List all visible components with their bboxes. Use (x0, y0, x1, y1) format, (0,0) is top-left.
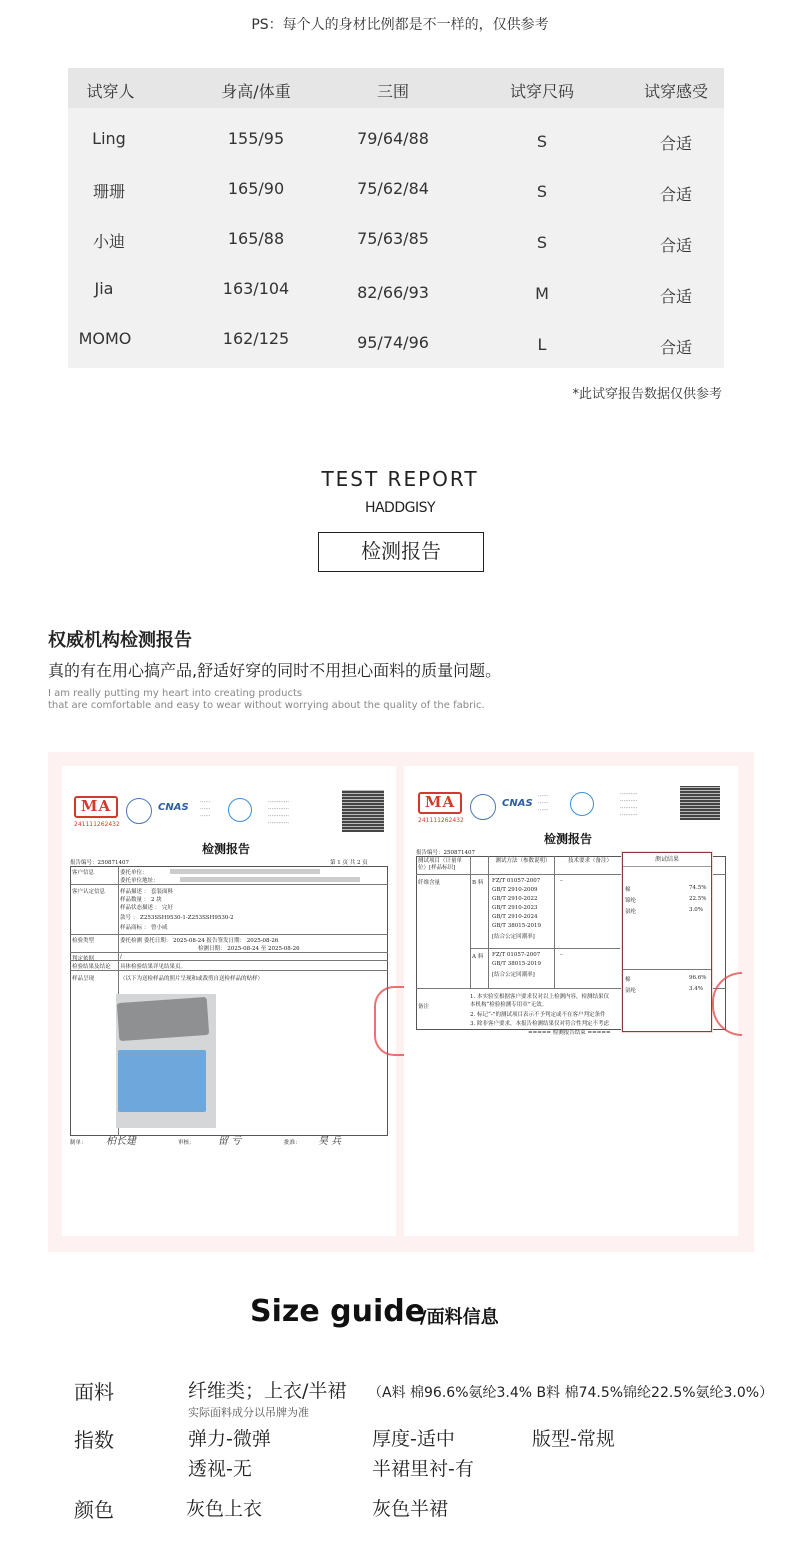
ma-logo: MA (418, 792, 462, 814)
method-b: FZ/T 01057-2007 (492, 878, 541, 884)
table-divider (70, 934, 388, 935)
table-divider (70, 884, 388, 885)
fabric-detail: （A料 棉96.6%氨纶3.4% B料 棉74.5%锦纶22.5%氨纶3.0%） (368, 1385, 774, 1401)
table-cell: 合适 (659, 185, 692, 204)
color-skirt-value: 灰色半裙 (372, 1498, 449, 1520)
authority-title: 权威机构检测报告 (48, 630, 192, 651)
color-top-value: 灰色上衣 (186, 1498, 263, 1520)
result-fiber: 锦纶 (625, 898, 637, 904)
col-method-header: 测试方法（参数说明） (495, 858, 551, 864)
see-through-value: 透视-无 (188, 1458, 252, 1480)
method-b: GB/T 2910-2024 (492, 914, 538, 920)
report-page: 第 1 页 共 2 页 (330, 860, 368, 866)
report-title: 检测报告 (544, 832, 593, 846)
table-cell: 82/66/93 (357, 283, 429, 302)
signature-approve: 昊 兵 (318, 1136, 342, 1147)
contact-info: ·········· ·········· ·········· ·········· (620, 792, 638, 819)
footer-approve: 批准： (284, 1140, 301, 1146)
result-value: 3.4% (689, 986, 703, 992)
test-result-panel (622, 852, 712, 1032)
footer-review: 审核： (178, 1140, 195, 1146)
cnas-logo: CNAS (158, 802, 189, 813)
table-divider (488, 856, 489, 988)
header-tester: 试穿人 (86, 82, 135, 101)
report-images (48, 752, 754, 1252)
table-cell: 163/104 (222, 279, 290, 298)
result-fiber: 棉 (625, 977, 631, 983)
row-label: 判定依据 (72, 956, 95, 962)
sample-b-label: B 料 (472, 880, 484, 886)
size-guide-subtitle: /面料信息 (420, 1307, 499, 1328)
result-header: 测试结果 (623, 853, 711, 867)
result-fiber: 氨纶 (625, 909, 637, 915)
method-b: GB/T 2910-2022 (492, 896, 538, 902)
ma-number: 241111262432 (418, 817, 464, 824)
authority-english-line2: that are comfortable and easy to wear without worrying about the quality of the fabric. (48, 700, 485, 711)
ilac-logo-icon (126, 798, 152, 824)
blurred-text (170, 869, 320, 874)
col-req-header: 技术要求（备注） (567, 858, 612, 864)
thickness-value: 厚度-适中 (372, 1428, 455, 1450)
report-sheet-left (62, 766, 396, 1236)
table-cell: 165/88 (227, 229, 285, 248)
table-cell: 合适 (659, 338, 692, 357)
elasticity-value: 弹力-微弹 (188, 1428, 271, 1450)
remark-line: 1. 本实验室根据客户要求仅对以上检测内容，检测结果仅 (470, 994, 609, 1000)
lining-value: 半裙里衬-有 (372, 1458, 474, 1480)
blurred-text (180, 877, 360, 882)
signature-maker: 柏长建 (106, 1136, 136, 1147)
row-value: 样品状态描述 ： 完好 (120, 905, 173, 911)
report-number: 报告编号：250871407 (70, 860, 129, 866)
row-label: 客户认定信息 (72, 889, 106, 895)
method-b: [结合公定回潮率] (492, 934, 535, 940)
fabric-label: 面料 (74, 1380, 114, 1404)
report-number: 报告编号：250871407 (416, 850, 475, 856)
remark-line: 3. 除非客户要求，本报告检测结果仅对符合性判定不考虑 (470, 1021, 609, 1027)
table-cell: 75/63/85 (357, 229, 429, 248)
sample-a-label: A 料 (472, 954, 484, 960)
result-value: 74.5% (689, 885, 707, 891)
header-size: 试穿尺码 (509, 82, 574, 101)
row-value: 样品描述 ： 套装面料 (120, 889, 173, 895)
table-divider (70, 970, 388, 971)
req-dash: – (560, 952, 563, 958)
method-b: GB/T 2910-2023 (492, 905, 538, 911)
remark-line: 2. 标记“-”的测试项目表示不予判定或不在客户判定条件 (470, 1012, 606, 1018)
shield-check-icon (228, 798, 252, 822)
table-cell: 155/95 (227, 129, 285, 148)
table-divider (554, 856, 555, 988)
row-value: / (120, 954, 122, 960)
fabric-main: 纤维类；上衣/半裙 (188, 1380, 347, 1402)
table-cell: S (536, 132, 548, 151)
authority-english-line1: I am really putting my heart into creating products (48, 688, 303, 699)
result-fiber: 氨纶 (625, 988, 637, 994)
fit-table (68, 68, 724, 368)
remark-label: 备注 (418, 1004, 430, 1010)
table-divider (470, 948, 620, 949)
table-cell: Jia (94, 279, 114, 298)
fiber-content-label: 纤维含量 (418, 880, 441, 886)
report-sheet-right (404, 766, 738, 1236)
table-cell: M (535, 284, 549, 303)
authority-english (48, 688, 485, 712)
method-b: GB/T 38015-2019 (492, 923, 542, 929)
footer-maker: 制单： (70, 1140, 87, 1146)
row-label: 样品呈现 (72, 976, 95, 982)
row-value: 样品商标 ： 曾小咸 (120, 925, 168, 931)
row-label: 客户信息 (72, 870, 95, 876)
qr-code-icon (342, 790, 384, 832)
row-value: 样品数量 ： 2 块 (120, 897, 162, 903)
qr-code-icon (680, 786, 720, 820)
table-divider (70, 952, 388, 953)
test-report-title: TEST REPORT (321, 467, 479, 491)
table-cell: 79/64/88 (357, 129, 429, 148)
blue-fabric-sample (118, 1050, 206, 1112)
table-cell: Ling (92, 129, 126, 148)
result-fiber: 棉 (625, 887, 631, 893)
fit-table-footnote: *此试穿报告数据仅供参考 (572, 387, 722, 402)
row-value: 款号 ： Z253SSH9530-1-Z253SSH9530-2 (120, 915, 234, 921)
method-a: GB/T 38015-2019 (492, 961, 542, 967)
fit-type-value: 版型-常规 (532, 1428, 615, 1450)
method-a: [结合公定回潮率] (492, 972, 535, 978)
table-cell: 合适 (659, 287, 692, 306)
table-divider (623, 969, 711, 970)
ma-logo: MA (74, 796, 118, 818)
table-cell: 小迪 (92, 232, 125, 251)
report-title: 检测报告 (202, 842, 251, 856)
table-cell: 75/62/84 (357, 179, 429, 198)
table-cell: 珊珊 (92, 182, 125, 201)
org-info: ······ ······ ······ (538, 794, 549, 814)
color-label: 颜色 (74, 1498, 114, 1522)
table-divider (470, 856, 471, 988)
result-value: 3.0% (689, 907, 703, 913)
ps-note: PS：每个人的身材比例都是不一样的，仅供参考 (251, 17, 549, 33)
table-cell: S (536, 233, 548, 252)
row-label: 检验结果及结论 (72, 964, 111, 970)
org-info: ······ ······ ······ (200, 800, 211, 820)
table-cell: S (536, 182, 548, 201)
result-value: 22.5% (689, 896, 707, 902)
req-dash: – (560, 878, 563, 884)
table-cell: MOMO (78, 329, 132, 348)
table-cell: 合适 (659, 236, 692, 255)
table-cell: L (537, 335, 547, 354)
ma-number: 241111262432 (74, 821, 120, 828)
authority-description: 真的有在用心搞产品,舒适好穿的同时不用担心面料的质量问题。 (48, 661, 502, 680)
index-label: 指数 (74, 1428, 114, 1452)
row-value: 委托检测 委托日期： 2025-08-24 报告签发日期： 2025-08-26 (120, 938, 279, 944)
row-value: 委托单位： (120, 870, 148, 876)
row-value: 委托单位地址： (120, 878, 159, 884)
row-value: （以下为送检样品的照片呈现和或裁剪自送检样品的贴样） (120, 976, 264, 982)
size-guide-title: Size guide (250, 1294, 426, 1329)
method-a: FZ/T 01057-2007 (492, 952, 541, 958)
method-b: GB/T 2910-2009 (492, 887, 538, 893)
row-value: 检测日期： 2025-08-24 至 2025-08-26 (198, 946, 300, 952)
shield-check-icon (570, 792, 594, 816)
row-label: 检验类型 (72, 938, 95, 944)
result-value: 96.6% (689, 975, 707, 981)
header-measurements: 三围 (376, 82, 409, 101)
table-cell: 合适 (659, 134, 692, 153)
table-cell: 95/74/96 (357, 333, 429, 352)
header-feeling: 试穿感受 (643, 82, 708, 101)
grey-fabric-sample (117, 997, 209, 1041)
cnas-logo: CNAS (502, 798, 533, 809)
report-end: ===== 检测报告结束 ===== (528, 1030, 611, 1036)
table-cell: 162/125 (222, 329, 290, 348)
col-item-header: 测试项目（计量单位）[样品标识] (418, 858, 463, 871)
fabric-note: 实际面料成分以吊牌为准 (188, 1406, 309, 1419)
remark-line: 本机构“检验检测专用章”无效。 (470, 1002, 548, 1008)
table-divider (70, 960, 388, 961)
row-value: 具体检验结果详见结果页。 (120, 964, 187, 970)
header-height-weight: 身高/体重 (221, 82, 291, 101)
contact-info: ············ ············ ············ ············ (268, 800, 289, 827)
test-report-label: 检测报告 (318, 532, 484, 572)
ilac-logo-icon (470, 794, 496, 820)
brand-name: HADDGISY (364, 500, 436, 516)
table-cell: 165/90 (227, 179, 285, 198)
signature-review: 留 亏 (218, 1136, 242, 1147)
